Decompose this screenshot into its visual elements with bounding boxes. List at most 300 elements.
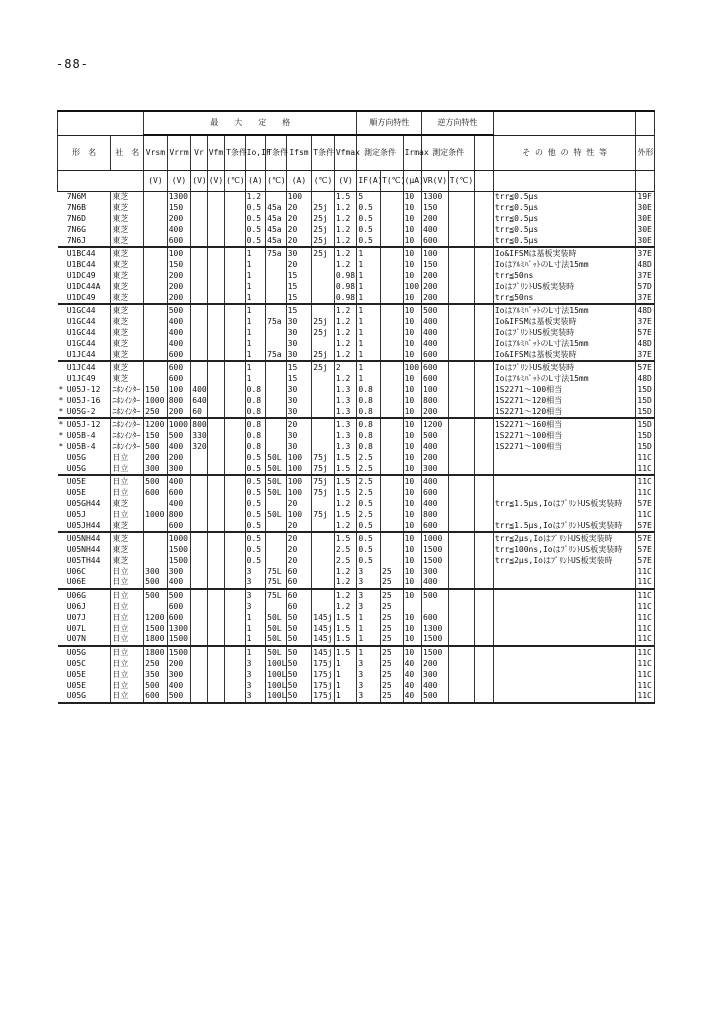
- cell-vrrm: 400: [167, 442, 191, 453]
- cell-t: [381, 475, 404, 488]
- cell-mark: [58, 545, 66, 556]
- cell-tc3: [312, 385, 335, 396]
- cell-t: 25: [381, 659, 404, 670]
- page-number: -88-: [56, 57, 89, 71]
- cell-tc3: [312, 577, 335, 589]
- cell-note: [493, 589, 636, 602]
- cell-model: U05GH44: [66, 498, 101, 508]
- cell-ir: 10: [403, 235, 421, 247]
- unit-if-a: IF(A): [357, 171, 381, 192]
- cell-t: 25: [381, 566, 404, 577]
- cell-gap: [475, 634, 493, 646]
- table-row: [58, 452, 655, 463]
- cell-if: 0.5: [357, 203, 381, 214]
- cell-model: U1DC44A: [66, 281, 101, 291]
- cell-vr: [191, 328, 207, 339]
- cell-ir: 10: [403, 488, 421, 499]
- cell-t: [381, 349, 404, 361]
- cell-vrv: 1200: [422, 418, 449, 431]
- cell-vrrm: 600: [167, 612, 191, 623]
- cell-vf: 1.5: [334, 475, 357, 488]
- cell-tc2: [266, 532, 287, 545]
- cell-vrv: 1500: [422, 545, 449, 556]
- cell-maker: 日立: [111, 634, 144, 646]
- cell-io: 3: [245, 659, 266, 670]
- cell-mark: *: [58, 441, 64, 451]
- cell-vf: 1.2: [334, 602, 357, 613]
- cell-tc: [225, 374, 246, 385]
- cell-vr: [191, 612, 207, 623]
- cell-tc: [225, 577, 246, 589]
- cell-vf: 1.2: [334, 566, 357, 577]
- cell-if: 1: [357, 292, 381, 304]
- cell-vrrm: 600: [167, 235, 191, 247]
- cell-if: 1: [357, 349, 381, 361]
- cell-tc3: 175j: [313, 659, 333, 669]
- cell-vrv: 400: [422, 499, 449, 510]
- cell-tc2: 75L: [266, 589, 287, 602]
- cell-model: U1BC44: [66, 260, 96, 270]
- cell-gap: [475, 509, 493, 520]
- cell-gap: [475, 520, 493, 532]
- cell-if: 1: [357, 374, 381, 385]
- cell-vrv: 1300: [422, 192, 449, 203]
- cell-note: [493, 659, 636, 670]
- cell-mark: [58, 349, 66, 361]
- header-other: そ の 他 の 特 性 等: [493, 135, 636, 171]
- cell-vfm: [207, 338, 224, 349]
- cell-vrv: 200: [422, 214, 449, 225]
- cell-pkg: 48D: [636, 304, 655, 317]
- cell-if: 0.5: [357, 520, 381, 532]
- cell-tc3: [312, 406, 335, 418]
- cell-tc2: [266, 442, 287, 453]
- cell-mark: *: [58, 395, 64, 405]
- cell-vrrm: 600: [167, 488, 191, 499]
- cell-if: 0.8: [357, 418, 381, 431]
- cell-tc: [225, 203, 246, 214]
- cell-if: 1: [357, 612, 381, 623]
- cell-vfm: [207, 520, 224, 532]
- cell-ifsm: 15: [286, 304, 312, 317]
- cell-vrv: 800: [422, 509, 449, 520]
- cell-vf: 1.3: [334, 418, 357, 431]
- cell-io: 0.5: [245, 463, 266, 475]
- cell-model: U07N: [66, 634, 111, 646]
- cell-ir: 10: [403, 385, 421, 396]
- cell-vrrm: 200: [167, 281, 191, 292]
- cell-gap: [475, 475, 493, 488]
- cell-vrrm: 500: [167, 589, 191, 602]
- cell-io: 1: [245, 281, 266, 292]
- cell-tc: [225, 214, 246, 225]
- cell-vrv: 1000: [422, 532, 449, 545]
- cell-pkg: 11C: [636, 509, 655, 520]
- cell-if: 1: [357, 247, 381, 260]
- cell-mark: [58, 577, 66, 589]
- cell-vrsm: [144, 520, 168, 532]
- cell-ifsm: 50: [286, 646, 312, 659]
- table-row: [58, 235, 655, 247]
- cell-gap: [475, 623, 493, 634]
- cell-tc: [225, 545, 246, 556]
- cell-gap: [475, 281, 493, 292]
- table-row: [58, 361, 655, 374]
- cell-ir: 10: [403, 646, 421, 659]
- cell-gap: [475, 304, 493, 317]
- cell-maker: 東芝: [111, 292, 144, 304]
- cell-vf: 1.5: [334, 634, 357, 646]
- header-model: 形 名: [58, 135, 111, 171]
- cell-tc2: 100L: [267, 680, 287, 690]
- cell-tc2: 75a: [266, 349, 287, 361]
- cell-note: trr≦50ns: [493, 292, 636, 304]
- cell-gap: [475, 669, 493, 680]
- cell-maker: 日立: [111, 509, 144, 520]
- cell-vfm: [207, 545, 224, 556]
- cell-maker: 東芝: [111, 260, 144, 271]
- cell-tc3: [312, 520, 335, 532]
- cell-tc3: 175j: [313, 669, 333, 679]
- cell-if: 0.5: [357, 556, 381, 567]
- cell-ifsm: 15: [286, 292, 312, 304]
- cell-tc: [225, 418, 246, 431]
- cell-maker: 東芝: [111, 545, 144, 556]
- unit-blank-3: [493, 171, 636, 192]
- cell-vrv: 600: [422, 612, 449, 623]
- header-blank-3: [636, 111, 655, 135]
- cell-io: 1: [245, 634, 266, 646]
- header-blank-2: [493, 111, 636, 135]
- cell-vfm: [207, 612, 224, 623]
- cell-model: U05B-4: [66, 441, 96, 451]
- cell-vrsm: 150: [144, 431, 168, 442]
- cell-pkg: 48D: [636, 338, 655, 349]
- cell-vf: 0.98: [335, 270, 356, 280]
- cell-maker: 日立: [111, 566, 144, 577]
- cell-vrrm: 1300: [167, 623, 191, 634]
- cell-vf: 1.2: [334, 203, 357, 214]
- cell-tc3: 25j: [312, 235, 335, 247]
- cell-tc3: 25j: [312, 361, 335, 374]
- cell-mark: [58, 192, 66, 203]
- cell-vf: 1.2: [334, 214, 357, 225]
- cell-tc2: [266, 520, 287, 532]
- cell-vrsm: [144, 349, 168, 361]
- cell-note: trr≦2μs,IoはﾌﾟﾘﾝﾄUS板実装時: [493, 556, 636, 567]
- cell-gap: [475, 545, 493, 556]
- cell-maker: ﾆﾎﾝｲﾝﾀｰ: [111, 442, 144, 453]
- cell-gap: [475, 442, 493, 453]
- cell-vfm: [207, 488, 224, 499]
- cell-vfm: [207, 475, 224, 488]
- cell-t: 25: [381, 623, 404, 634]
- cell-vr: [191, 475, 207, 488]
- cell-t2: [448, 680, 475, 691]
- cell-note: [493, 577, 636, 589]
- cell-io: 0.5: [245, 235, 266, 247]
- cell-if: 2.5: [357, 463, 381, 475]
- cell-gap: [475, 566, 493, 577]
- cell-vrrm: 400: [167, 499, 191, 510]
- cell-vrrm: 1500: [167, 634, 191, 646]
- cell-t2: [448, 431, 475, 442]
- table-row: [58, 646, 655, 659]
- cell-maker: 日立: [111, 488, 144, 499]
- cell-t: [381, 532, 404, 545]
- cell-mark: *: [58, 420, 64, 430]
- cell-gap: [475, 235, 493, 247]
- cell-note: trr≦1.5μs,IoはﾌﾟﾘﾝﾄUS板実装時: [493, 499, 636, 510]
- cell-ir: 10: [403, 247, 421, 260]
- cell-tc3: 25j: [312, 214, 335, 225]
- cell-t: [381, 317, 404, 328]
- cell-vrv: 200: [422, 292, 449, 304]
- cell-vfm: [207, 418, 224, 431]
- cell-if: 1: [357, 361, 381, 374]
- cell-ir: 10: [403, 431, 421, 442]
- cell-tc3: [312, 566, 335, 577]
- cell-pkg: 11C: [636, 612, 655, 623]
- cell-io: 1: [245, 349, 266, 361]
- cell-vfm: [207, 271, 224, 282]
- cell-tc: [225, 691, 246, 703]
- cell-io: 1: [245, 612, 266, 623]
- cell-tc2: [266, 385, 287, 396]
- cell-mark: [58, 659, 66, 670]
- header-blank: [58, 111, 144, 135]
- cell-ir: 10: [403, 224, 421, 235]
- cell-tc: [225, 532, 246, 545]
- cell-model: U1JC49: [66, 374, 96, 384]
- cell-ir: 40: [403, 680, 421, 691]
- cell-note: [493, 634, 636, 646]
- cell-gap: [475, 338, 493, 349]
- cell-vrsm: [144, 317, 168, 328]
- table-row: [58, 669, 655, 680]
- cell-vrsm: [144, 499, 168, 510]
- cell-if: 2.5: [357, 488, 381, 499]
- cell-gap: [475, 192, 493, 203]
- cell-ifsm: 50: [286, 691, 312, 703]
- cell-note: [493, 623, 636, 634]
- cell-model: U06C: [66, 566, 86, 576]
- cell-t: [381, 192, 404, 203]
- cell-tc: [225, 623, 246, 634]
- cell-mark: [58, 214, 66, 225]
- cell-gap: [475, 214, 493, 225]
- cell-pkg: 30E: [636, 224, 655, 235]
- cell-pkg: 37E: [636, 317, 655, 328]
- cell-vrrm: 400: [167, 224, 191, 235]
- cell-gap: [475, 602, 493, 613]
- cell-t2: [448, 385, 475, 396]
- cell-t: [381, 338, 404, 349]
- cell-vrrm: 500: [167, 691, 191, 703]
- cell-mark: [58, 602, 66, 613]
- cell-maker: 東芝: [111, 214, 144, 225]
- cell-io: 0.5: [245, 214, 266, 225]
- cell-t: [381, 292, 404, 304]
- cell-vf: 1.2: [334, 304, 357, 317]
- cell-mark: *: [58, 406, 66, 418]
- cell-t: 25: [381, 577, 404, 589]
- cell-ir: 10: [403, 499, 421, 510]
- cell-if: 3: [357, 566, 381, 577]
- cell-ifsm: 100: [286, 192, 312, 203]
- cell-vrv: 1500: [422, 634, 449, 646]
- unit-a1: (A): [245, 171, 266, 192]
- cell-vfm: [207, 646, 224, 659]
- cell-ifsm: 20: [286, 545, 312, 556]
- cell-vrrm: 200: [167, 214, 191, 225]
- cell-tc: [225, 349, 246, 361]
- cell-maker: 東芝: [111, 235, 144, 247]
- cell-if: 3: [357, 680, 381, 691]
- cell-tc2: [266, 556, 287, 567]
- cell-pkg: 37E: [636, 271, 655, 282]
- cell-maker: 東芝: [111, 338, 144, 349]
- cell-vr: [191, 304, 207, 317]
- cell-if: 3: [357, 602, 381, 613]
- cell-tc3: [312, 338, 335, 349]
- cell-vr: 60: [191, 406, 207, 418]
- cell-vf: 1.3: [334, 385, 357, 396]
- cell-if: 0.8: [357, 406, 381, 418]
- cell-t: [381, 499, 404, 510]
- cell-t: 25: [381, 589, 404, 602]
- cell-vr: [191, 680, 207, 691]
- cell-ir: 10: [403, 509, 421, 520]
- cell-maker: 東芝: [111, 281, 144, 292]
- cell-vrv: 800: [422, 395, 449, 406]
- cell-vr: 320: [192, 441, 207, 451]
- cell-ifsm: 100: [286, 509, 312, 520]
- cell-t: 25: [381, 602, 404, 613]
- cell-mark: *: [58, 431, 64, 441]
- cell-vf: 1.2: [334, 499, 357, 510]
- cell-model: U05J: [66, 509, 86, 519]
- cell-pkg: 57E: [636, 520, 655, 532]
- cell-vf: 1.2: [334, 374, 357, 385]
- cell-mark: [58, 612, 66, 623]
- cell-t2: [448, 328, 475, 339]
- cell-vrv: 100: [422, 247, 449, 260]
- cell-io: 1.2: [245, 192, 266, 203]
- unit-v4: (V): [207, 171, 224, 192]
- cell-if: 0.5: [357, 532, 381, 545]
- cell-ifsm: 30: [286, 431, 312, 442]
- cell-if: 2.5: [357, 475, 381, 488]
- cell-note: [493, 509, 636, 520]
- cell-maker: 東芝: [111, 317, 144, 328]
- cell-vf: 0.98: [334, 292, 357, 304]
- cell-mark: [58, 361, 66, 374]
- cell-mark: [58, 328, 66, 339]
- cell-t2: [448, 623, 475, 634]
- cell-tc2: 50L: [266, 646, 287, 659]
- cell-ifsm: 30: [286, 317, 312, 328]
- unit-a2: (A): [286, 171, 312, 192]
- cell-vrv: 300: [422, 566, 449, 577]
- header-io: Io,IF: [245, 135, 266, 171]
- cell-tc2: [266, 304, 287, 317]
- cell-t: [381, 395, 404, 406]
- cell-mark: [58, 338, 66, 349]
- cell-vrv: 200: [422, 271, 449, 282]
- cell-maker: 日立: [111, 646, 144, 659]
- cell-if: 0.5: [357, 214, 381, 225]
- cell-gap: [475, 374, 493, 385]
- cell-vrv: 600: [422, 520, 449, 532]
- cell-gap: [475, 361, 493, 374]
- cell-tc3: 25j: [312, 247, 335, 260]
- cell-io: 0.5: [245, 475, 266, 488]
- header-forward: 順方向特性: [357, 111, 422, 135]
- header-max-ratings: 最 大 定 格: [144, 111, 357, 135]
- cell-model: U05C: [66, 659, 86, 669]
- cell-ifsm: 20: [286, 499, 312, 510]
- cell-io: 0.5: [245, 509, 266, 520]
- table-row: [58, 488, 655, 499]
- cell-ifsm: 100: [286, 452, 312, 463]
- cell-io: 3: [245, 577, 266, 589]
- cell-tc3: [312, 271, 335, 282]
- cell-vrsm: [144, 214, 168, 225]
- header-vrsm: Vrsm: [144, 135, 168, 171]
- cell-tc2: 75a: [266, 247, 287, 260]
- cell-model: U05G: [66, 691, 111, 703]
- cell-t: [381, 361, 404, 374]
- cell-vrv: 200: [422, 659, 449, 670]
- cell-ir: 10: [403, 545, 421, 556]
- cell-t2: [448, 338, 475, 349]
- cell-ir: 10: [403, 452, 421, 463]
- cell-note: 1S2271～120相当: [493, 395, 636, 406]
- cell-ir: 10: [403, 192, 421, 203]
- cell-vrrm: 100: [167, 247, 191, 260]
- cell-t: [381, 374, 404, 385]
- cell-io: 1: [245, 374, 266, 385]
- cell-t2: [448, 374, 475, 385]
- cell-tc3: 175j: [313, 680, 333, 690]
- cell-model: U1GC44: [66, 327, 96, 337]
- cell-tc3: [312, 304, 335, 317]
- cell-vr: [191, 247, 207, 260]
- cell-vrv: 400: [422, 442, 449, 453]
- cell-vr: [191, 691, 207, 703]
- cell-t2: [448, 442, 475, 453]
- cell-t: [381, 431, 404, 442]
- cell-vrv: 600: [422, 488, 449, 499]
- cell-vfm: [207, 499, 224, 510]
- cell-mark: [58, 271, 66, 282]
- cell-t: [381, 442, 404, 453]
- cell-vfm: [207, 577, 224, 589]
- cell-tc: [225, 406, 246, 418]
- cell-t: [381, 260, 404, 271]
- cell-mark: [58, 247, 66, 260]
- cell-vfm: [207, 659, 224, 670]
- cell-vr: [191, 374, 207, 385]
- cell-t2: [448, 281, 475, 292]
- cell-maker: 東芝: [111, 224, 144, 235]
- cell-vf: 1: [334, 680, 357, 691]
- cell-vrsm: 500: [144, 680, 168, 691]
- cell-tc: [225, 317, 246, 328]
- cell-vfm: [207, 214, 224, 225]
- table-row: [58, 349, 655, 361]
